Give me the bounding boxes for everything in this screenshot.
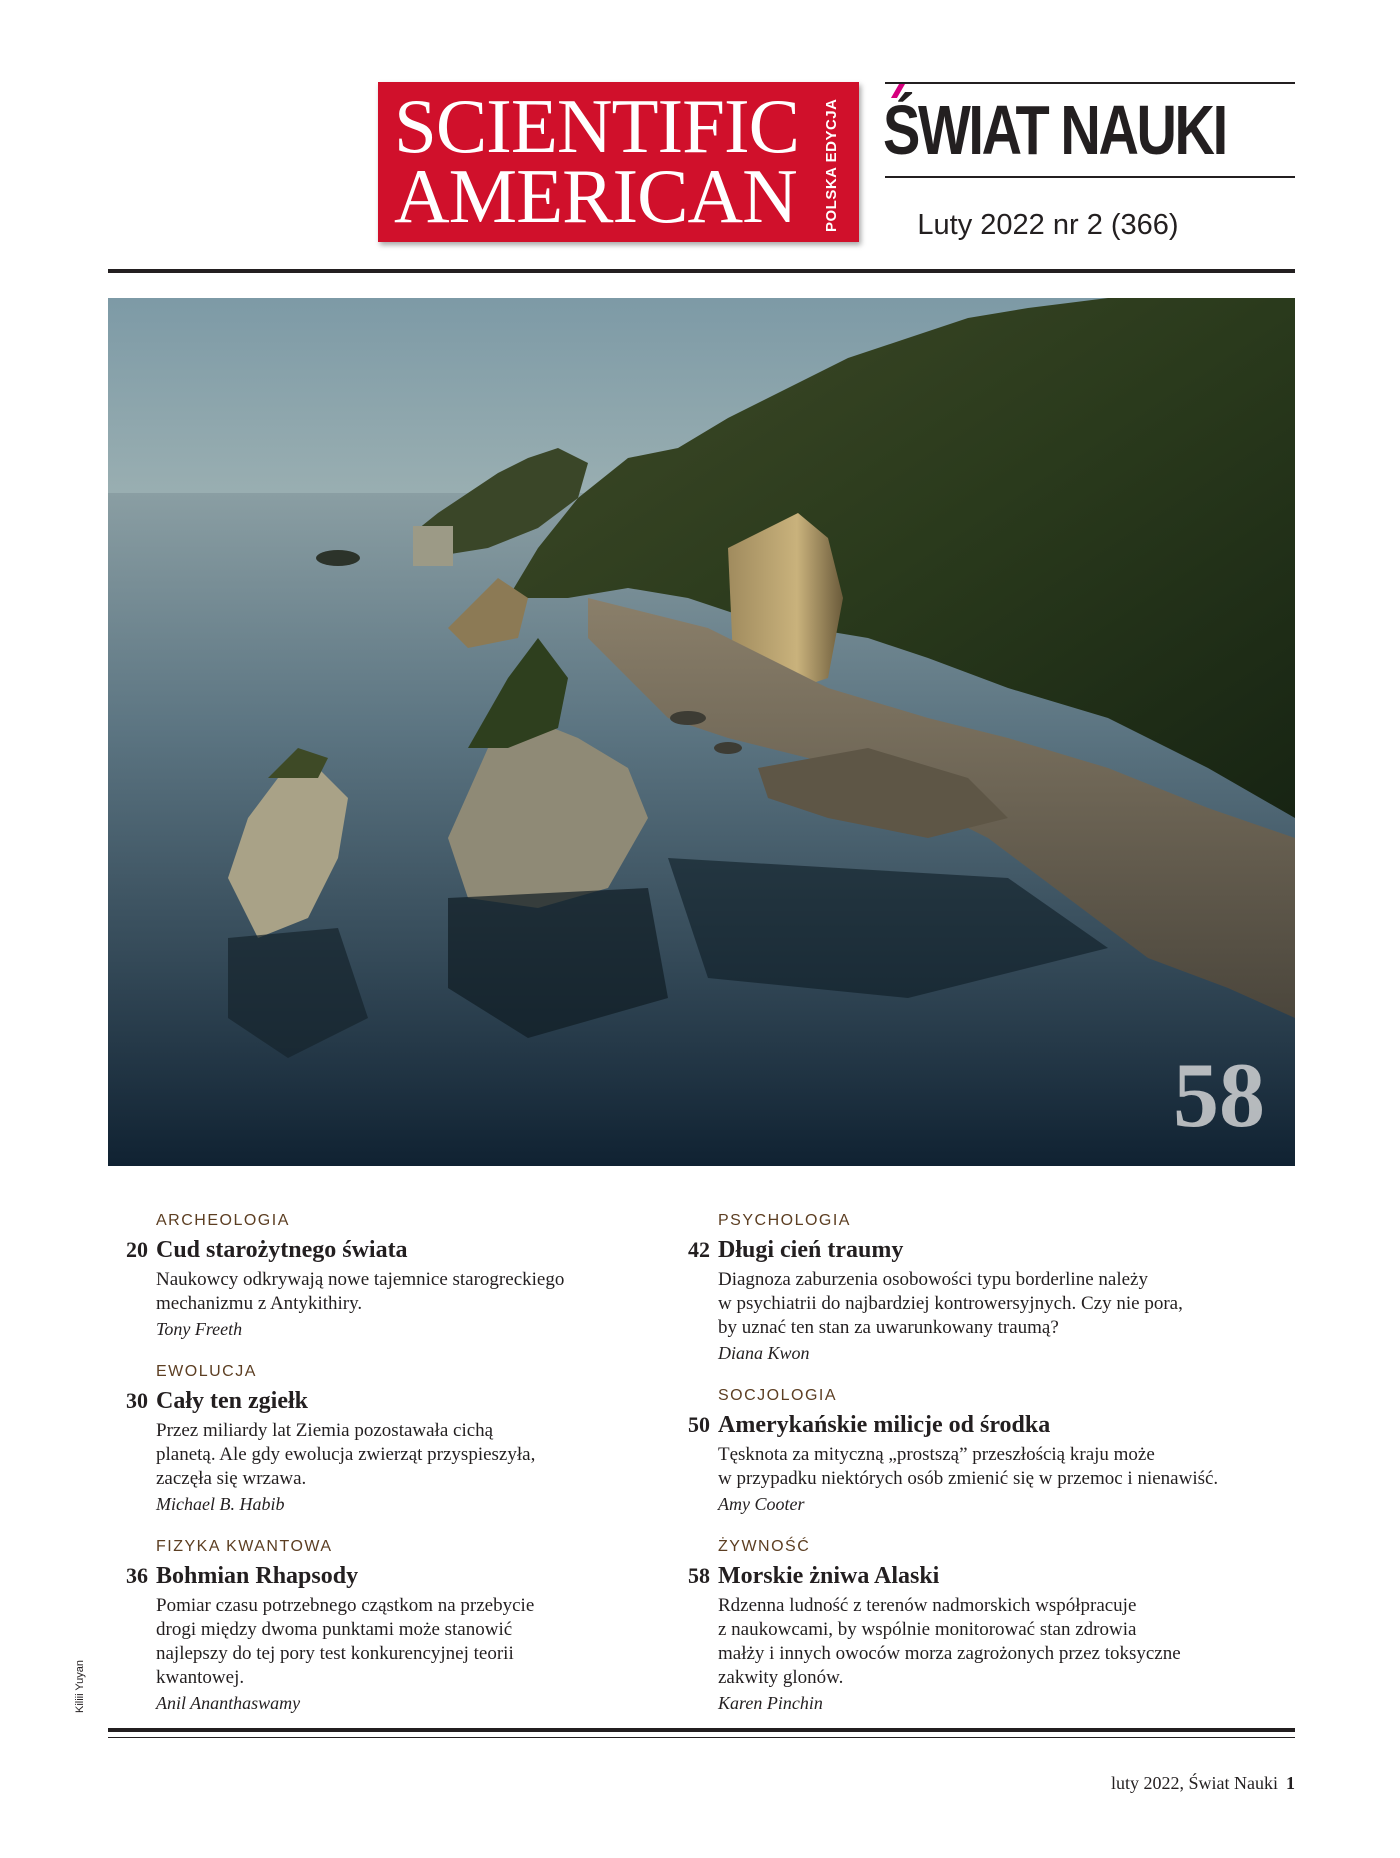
page-footer: [1111, 1773, 1295, 1794]
entry-description-line: najlepszy do tej pory test konkurencyjnej teorii: [156, 1643, 514, 1664]
entry-title[interactable]: Cały ten zgiełk: [156, 1388, 308, 1414]
entry-description-line: kwantowej.: [156, 1667, 245, 1688]
entry-description: [156, 1419, 668, 1491]
contents-column-left: [108, 1211, 668, 1736]
entry-heading: [108, 1382, 668, 1419]
photo-credit: Kiliii Yuyan: [74, 1660, 86, 1713]
coastline-photo-illustration: [108, 298, 1295, 1166]
contents-entry[interactable]: [670, 1211, 1230, 1366]
entry-title[interactable]: Bohmian Rhapsody: [156, 1563, 359, 1589]
entry-author: Karen Pinchin: [718, 1693, 823, 1713]
entry-category: EWOLUCJA: [156, 1363, 257, 1380]
magazine-title: ŚWIAT NAUKI: [883, 91, 1226, 169]
entry-title[interactable]: Cud starożytnego świata: [156, 1237, 408, 1263]
entry-description-line: Tęsknota za mityczną „prostszą” przeszłością kraju może: [718, 1444, 1155, 1465]
footer-page-number: 1: [1286, 1773, 1295, 1793]
entry-category: PSYCHOLOGIA: [718, 1212, 851, 1229]
entry-description-line: małży i innych owoców morza zagrożonych przez toksyczne: [718, 1643, 1181, 1664]
logo-line-american: AMERICAN: [394, 153, 797, 239]
logo-edition-label: POLSKA EDYCJA: [823, 98, 840, 232]
entry-heading: [108, 1557, 668, 1594]
photo-page-number: 58: [1173, 1044, 1265, 1146]
entry-title[interactable]: Amerykańskie milicje od środka: [718, 1412, 1051, 1438]
contents-entry[interactable]: [108, 1537, 668, 1716]
entry-heading: [108, 1231, 668, 1268]
footer-divider-thin: [108, 1737, 1295, 1738]
entry-page-number: 42: [688, 1237, 710, 1262]
entry-author: Amy Cooter: [718, 1494, 805, 1514]
entry-description-line: w przypadku niektórych osób zmienić się w przemoc i nienawiść.: [718, 1468, 1219, 1489]
entry-author: Anil Ananthaswamy: [156, 1693, 301, 1713]
entry-description: [718, 1443, 1230, 1491]
entry-description: [718, 1594, 1230, 1690]
issue-info: Luty 2022 nr 2 (366): [917, 209, 1179, 241]
entry-description: [718, 1268, 1230, 1340]
masthead-rule-bottom: [885, 176, 1295, 178]
entry-description-line: by uznać ten stan za uwarunkowany traumą?: [718, 1317, 1059, 1338]
entry-category: ARCHEOLOGIA: [156, 1212, 290, 1229]
header-divider: [108, 269, 1295, 273]
footer-text: luty 2022, Świat Nauki: [1111, 1773, 1278, 1793]
entry-heading: [670, 1557, 1230, 1594]
entry-description-line: z naukowcami, by wspólnie monitorować stan zdrowia: [718, 1619, 1137, 1640]
contents-entry[interactable]: [670, 1537, 1230, 1716]
contents-column-right: [670, 1211, 1230, 1736]
entry-description-line: zaczęła się wrzawa.: [156, 1468, 307, 1489]
feature-photo[interactable]: [108, 298, 1295, 1166]
contents-entry[interactable]: [670, 1386, 1230, 1517]
entry-description-line: w psychiatrii do najbardziej kontrowersyjnych. Czy nie pora,: [718, 1293, 1183, 1314]
entry-author: Diana Kwon: [718, 1343, 810, 1363]
entry-description-line: Naukowcy odkrywają nowe tajemnice starogreckiego: [156, 1269, 565, 1290]
logo-line-scientific: SCIENTIFIC: [394, 83, 799, 169]
entry-description-line: planetą. Ale gdy ewolucja zwierząt przyspieszyła,: [156, 1444, 536, 1465]
entry-category: FIZYKA KWANTOWA: [156, 1538, 333, 1555]
masthead-rule-top: [885, 82, 1295, 84]
entry-category: ŻYWNOŚĆ: [718, 1538, 811, 1555]
footer-divider-thick: [108, 1728, 1295, 1732]
entry-description-line: Diagnoza zaburzenia osobowości typu borderline należy: [718, 1269, 1148, 1290]
contents-entry[interactable]: [108, 1362, 668, 1517]
entry-page-number: 20: [126, 1237, 148, 1262]
entry-page-number: 58: [688, 1563, 710, 1588]
entry-description: [156, 1594, 668, 1690]
entry-description-line: drogi między dwoma punktami może stanowić: [156, 1619, 513, 1640]
entry-heading: [670, 1406, 1230, 1443]
entry-title[interactable]: Długi cień traumy: [718, 1237, 904, 1263]
entry-title[interactable]: Morskie żniwa Alaski: [718, 1563, 940, 1589]
entry-author: Tony Freeth: [156, 1319, 243, 1339]
entry-description-line: Rdzenna ludność z terenów nadmorskich współpracuje: [718, 1595, 1137, 1616]
contents-entry[interactable]: [108, 1211, 668, 1342]
entry-description-line: Pomiar czasu potrzebnego cząstkom na przebycie: [156, 1595, 535, 1616]
entry-description: [156, 1268, 668, 1316]
entry-description-line: zakwity glonów.: [718, 1667, 844, 1688]
entry-category: SOCJOLOGIA: [718, 1387, 838, 1404]
entry-page-number: 30: [126, 1388, 148, 1413]
entry-description-line: Przez miliardy lat Ziemia pozostawała cichą: [156, 1420, 494, 1441]
entry-author: Michael B. Habib: [156, 1494, 285, 1514]
scientific-american-logo: [378, 82, 859, 242]
entry-page-number: 36: [126, 1563, 148, 1588]
entry-heading: [670, 1231, 1230, 1268]
entry-page-number: 50: [688, 1412, 710, 1437]
entry-description-line: mechanizmu z Antykithiry.: [156, 1293, 363, 1314]
